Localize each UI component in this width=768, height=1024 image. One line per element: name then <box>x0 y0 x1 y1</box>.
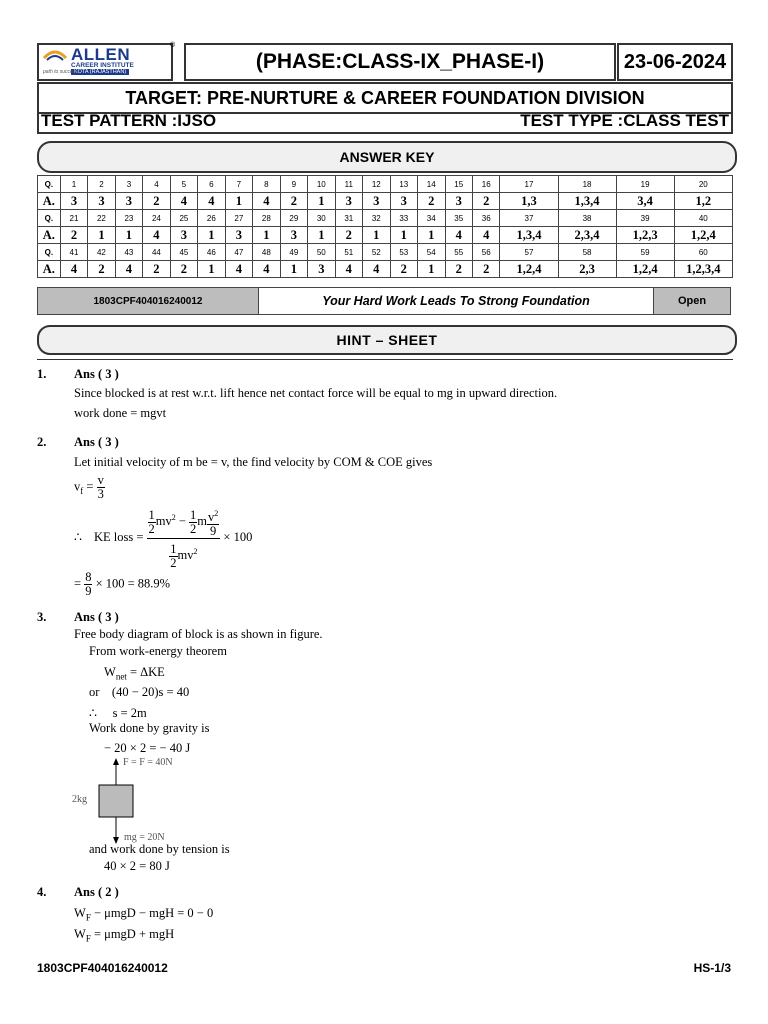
q3-line4-text: (40 − 20)s = 40 <box>111 685 190 699</box>
table-cell: 54 <box>418 244 445 261</box>
table-cell: 1 <box>390 227 417 244</box>
q2-answer: Ans ( 3 ) <box>74 435 119 449</box>
table-cell: 2 <box>143 193 170 210</box>
table-cell: 3 <box>280 227 307 244</box>
answer-row <box>38 193 733 210</box>
table-cell: 28 <box>253 210 280 227</box>
q1-number: 1. <box>37 367 47 381</box>
q4-line2-text: = μmgD + mgH <box>90 927 175 941</box>
question-row <box>38 244 733 261</box>
table-cell: 3 <box>60 193 87 210</box>
q1-line2: work done = mgvt <box>74 406 167 420</box>
q3-number: 3. <box>37 610 47 624</box>
table-cell: 39 <box>616 210 674 227</box>
table-cell: 1,2 <box>674 193 732 210</box>
table-cell: 30 <box>308 210 335 227</box>
table-cell: 23 <box>115 210 142 227</box>
q1-answer: Ans ( 3 ) <box>74 367 119 381</box>
force-up-label: F = F = 40N <box>123 757 173 768</box>
table-cell: 4 <box>225 261 252 278</box>
table-cell: 3 <box>363 193 390 210</box>
logo-city: KOTA (RAJASTHAN) <box>71 69 129 75</box>
table-cell: 16 <box>472 176 499 193</box>
table-cell: 4 <box>253 193 280 210</box>
table-cell: 24 <box>143 210 170 227</box>
table-cell: 4 <box>445 227 472 244</box>
table-cell: 2 <box>88 176 115 193</box>
table-cell: 1 <box>280 261 307 278</box>
q3-line4: or (40 − 20)s = 40 <box>89 685 190 699</box>
table-cell: 48 <box>253 244 280 261</box>
table-cell: 3 <box>445 193 472 210</box>
arrow-up-head <box>113 758 119 765</box>
table-cell: 38 <box>558 210 616 227</box>
phase-title: (PHASE:CLASS-IX_PHASE-I) <box>184 43 616 81</box>
table-cell: 4 <box>335 261 362 278</box>
table-cell: 17 <box>500 176 558 193</box>
table-cell: 58 <box>558 244 616 261</box>
q4-answer: Ans ( 2 ) <box>74 885 119 899</box>
table-cell: 60 <box>674 244 732 261</box>
allen-logo-icon <box>42 48 68 64</box>
table-cell: 2 <box>335 227 362 244</box>
table-cell: 2 <box>472 261 499 278</box>
table-cell: 2,3 <box>558 261 616 278</box>
table-cell: 45 <box>170 244 197 261</box>
target-title: TARGET: PRE-NURTURE & CAREER FOUNDATION DIVISION <box>37 82 733 114</box>
table-cell: 4 <box>143 176 170 193</box>
table-cell: 1 <box>225 193 252 210</box>
table-cell: 2 <box>60 227 87 244</box>
logo-tagline: path to success <box>43 69 78 75</box>
table-cell: 3,4 <box>616 193 674 210</box>
table-cell: 10 <box>308 176 335 193</box>
q3-line9: 40 × 2 = 80 J <box>104 859 170 873</box>
q3-line1: Free body diagram of block is as shown in figure. <box>74 627 323 641</box>
test-pattern: TEST PATTERN :IJSO <box>41 111 217 130</box>
table-cell: 46 <box>198 244 225 261</box>
table-cell: 2 <box>280 193 307 210</box>
table-cell: 44 <box>143 244 170 261</box>
table-cell: 34 <box>418 210 445 227</box>
table-cell: 59 <box>616 244 674 261</box>
table-cell: 1,2,3,4 <box>674 261 732 278</box>
row-label: Q. <box>38 210 61 227</box>
table-cell: 2 <box>445 261 472 278</box>
question-row <box>38 210 733 227</box>
hint-sheet-heading: HINT – SHEET <box>37 325 737 355</box>
table-cell: 3 <box>115 176 142 193</box>
table-cell: 1 <box>418 227 445 244</box>
table-cell: 3 <box>115 193 142 210</box>
table-cell: 4 <box>198 193 225 210</box>
table-cell: 4 <box>253 261 280 278</box>
test-type: TEST TYPE :CLASS TEST <box>520 111 729 130</box>
table-cell: 57 <box>500 244 558 261</box>
table-cell: 1,3,4 <box>558 193 616 210</box>
table-cell: 1,2,4 <box>500 261 558 278</box>
table-cell: 2 <box>88 261 115 278</box>
table-cell: 4 <box>115 261 142 278</box>
row-label: A. <box>38 227 61 244</box>
table-cell: 2 <box>390 261 417 278</box>
table-cell: 5 <box>170 176 197 193</box>
table-cell: 11 <box>335 176 362 193</box>
logo-name: ALLEN <box>71 45 131 64</box>
table-cell: 15 <box>445 176 472 193</box>
table-cell: 2 <box>143 261 170 278</box>
table-cell: 47 <box>225 244 252 261</box>
table-cell: 1,3 <box>500 193 558 210</box>
q4-line1: $W_F - \mu mgD$ − mgH = 0 − 0 <box>74 906 214 923</box>
footer-code: 1803CPF404016240012 <box>37 961 168 975</box>
table-cell: 4 <box>170 193 197 210</box>
table-cell: 41 <box>60 244 87 261</box>
info-bar <box>37 287 731 315</box>
table-cell: 29 <box>280 210 307 227</box>
open-label: Open <box>653 288 730 314</box>
q2-result: = $\frac{8}{9}$ × 100 = 88.9% <box>74 570 171 598</box>
table-cell: 43 <box>115 244 142 261</box>
q3-line5-text: s = 2m <box>112 706 147 720</box>
q2-number: 2. <box>37 435 47 449</box>
table-cell: 1 <box>115 227 142 244</box>
table-cell: 31 <box>335 210 362 227</box>
q4-number: 4. <box>37 885 47 899</box>
table-cell: 1 <box>198 261 225 278</box>
q4-line2: $W_F = \mu mgD$ + mgH <box>74 927 175 944</box>
row-label: A. <box>38 193 61 210</box>
logo-sub: CAREER INSTITUTE <box>71 62 134 69</box>
paper-code: 1803CPF404016240012 <box>38 288 259 314</box>
table-cell: 4 <box>143 227 170 244</box>
table-cell: 4 <box>363 261 390 278</box>
table-cell: 3 <box>308 261 335 278</box>
table-cell: 7 <box>225 176 252 193</box>
q3-line2: From work-energy theorem <box>89 644 227 658</box>
row-label: Q. <box>38 176 61 193</box>
q3-line5: ∴ s = 2m <box>89 706 147 720</box>
table-cell: 25 <box>170 210 197 227</box>
table-cell: 32 <box>363 210 390 227</box>
table-cell: 12 <box>363 176 390 193</box>
q3-line6: Work done by gravity is <box>89 721 210 735</box>
registered-mark: ® <box>170 42 176 49</box>
table-cell: 1 <box>308 193 335 210</box>
table-cell: 33 <box>390 210 417 227</box>
answer-row <box>38 261 733 278</box>
mass-label: 2kg <box>72 794 87 805</box>
table-cell: 21 <box>60 210 87 227</box>
table-cell: 4 <box>472 227 499 244</box>
table-cell: 1,2,4 <box>674 227 732 244</box>
table-cell: 36 <box>472 210 499 227</box>
q2-line1: Let initial velocity of m be = v, the find velocity by COM & COE gives <box>74 455 433 469</box>
table-cell: 42 <box>88 244 115 261</box>
test-date: 23-06-2024 <box>617 43 733 81</box>
row-label: A. <box>38 261 61 278</box>
q3-line8: and work done by tension is <box>89 842 230 856</box>
q4-line1-text: − μmgD − mgH = 0 − 0 <box>90 906 214 920</box>
table-cell: 20 <box>674 176 732 193</box>
row-label: Q. <box>38 244 61 261</box>
allen-logo <box>37 42 176 81</box>
q3-line7: − 20 × 2 = − 40 J <box>104 741 191 755</box>
table-cell: 3 <box>225 227 252 244</box>
table-cell: 1 <box>308 227 335 244</box>
table-cell: 9 <box>280 176 307 193</box>
answer-key-table <box>37 175 733 278</box>
table-cell: 52 <box>363 244 390 261</box>
table-cell: 1 <box>253 227 280 244</box>
table-cell: 19 <box>616 176 674 193</box>
table-cell: 2 <box>170 261 197 278</box>
table-cell: 8 <box>253 176 280 193</box>
table-cell: 1 <box>363 227 390 244</box>
table-cell: 2,3,4 <box>558 227 616 244</box>
table-cell: 37 <box>500 210 558 227</box>
answer-row <box>38 227 733 244</box>
table-cell: 3 <box>88 193 115 210</box>
table-cell: 4 <box>60 261 87 278</box>
table-cell: 1 <box>60 176 87 193</box>
table-cell: 51 <box>335 244 362 261</box>
block <box>99 785 133 817</box>
table-cell: 1 <box>88 227 115 244</box>
q2-result-text: × 100 = 88.9% <box>95 576 171 591</box>
table-cell: 2 <box>472 193 499 210</box>
table-cell: 1 <box>198 227 225 244</box>
table-cell: 26 <box>198 210 225 227</box>
q2-ke-loss-equation: ∴ KE loss = $\frac{1}{2}$ $mv^2$ − $\frac{1}{2}$ m $\frac{v^2}{9}$ $\frac{1}{2}$ $mv^2$ × 100 <box>74 505 252 570</box>
footer-page: HS-1/3 <box>693 961 731 975</box>
q3-wnet-equation: $W_{net} = \Delta KE$ <box>104 665 165 682</box>
table-cell: 1,2,3 <box>616 227 674 244</box>
table-cell: 18 <box>558 176 616 193</box>
q2-vf-equation: $v_f$ = $\frac{v}{3}$ <box>74 473 104 501</box>
table-cell: 35 <box>445 210 472 227</box>
answer-key-heading: ANSWER KEY <box>37 141 737 173</box>
table-cell: 49 <box>280 244 307 261</box>
table-cell: 27 <box>225 210 252 227</box>
motto: Your Hard Work Leads To Strong Foundation <box>322 294 590 308</box>
table-cell: 50 <box>308 244 335 261</box>
q1-line1: Since blocked is at rest w.r.t. lift hence net contact force will be equal to mg in upward direction. <box>74 386 558 400</box>
divider <box>37 359 733 360</box>
table-cell: 3 <box>170 227 197 244</box>
test-info-row <box>37 110 733 134</box>
table-cell: 56 <box>472 244 499 261</box>
table-cell: 1,2,4 <box>616 261 674 278</box>
table-cell: 53 <box>390 244 417 261</box>
table-cell: 55 <box>445 244 472 261</box>
table-cell: 3 <box>390 193 417 210</box>
table-cell: 3 <box>335 193 362 210</box>
table-cell: 13 <box>390 176 417 193</box>
force-down-label: mg = 20N <box>124 832 165 843</box>
q3-answer: Ans ( 3 ) <box>74 610 119 624</box>
table-cell: 1,3,4 <box>500 227 558 244</box>
table-cell: 22 <box>88 210 115 227</box>
table-cell: 14 <box>418 176 445 193</box>
table-cell: 2 <box>418 193 445 210</box>
table-cell: 6 <box>198 176 225 193</box>
table-cell: 1 <box>418 261 445 278</box>
table-cell: 40 <box>674 210 732 227</box>
question-row <box>38 176 733 193</box>
